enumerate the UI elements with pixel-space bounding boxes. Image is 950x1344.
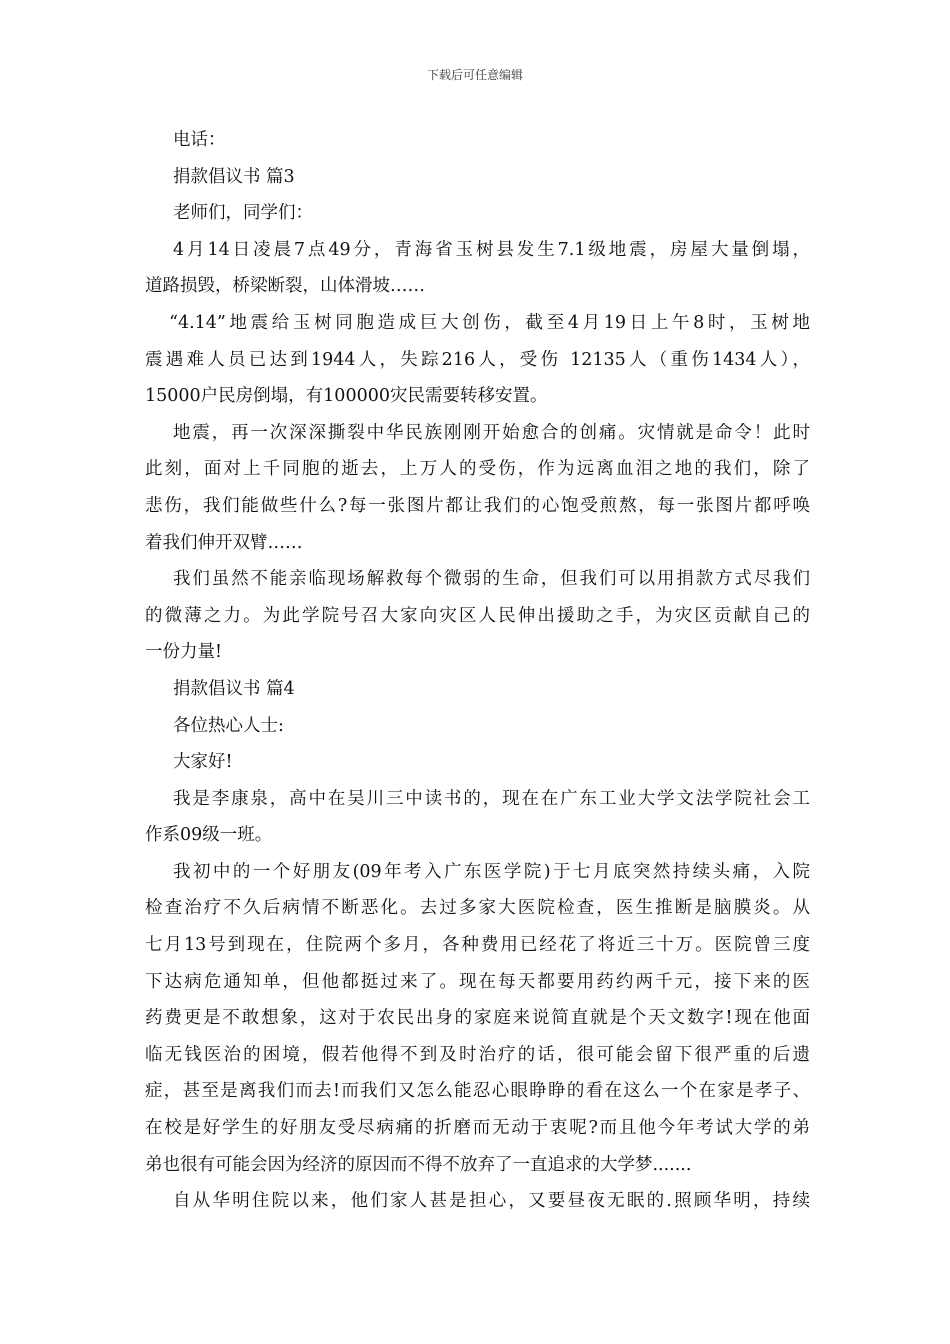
text-line: 捐款倡议书 篇4 bbox=[173, 678, 295, 699]
text-line: “4.14”地震给玉树同胞造成巨大创伤，截至4月19日上午8时，玉树地 bbox=[169, 312, 810, 333]
text-line: 15000户民房倒塌，有100000灾民需要转移安置。 bbox=[145, 386, 548, 407]
text-line: 地震，再一次深深撕裂中华民族刚刚开始愈合的创痛。灾情就是命令！此时 bbox=[173, 422, 810, 443]
text-line: 检查治疗不久后病情不断恶化。去过多家大医院检查，医生推断是脑膜炎。从 bbox=[145, 898, 810, 919]
text-line: 的微薄之力。为此学院号召大家向灾区人民伸出援助之手，为灾区贡献自己的 bbox=[145, 605, 810, 626]
text-line: 各位热心人士: bbox=[173, 715, 284, 736]
text-line: 我们虽然不能亲临现场解救每个微弱的生命，但我们可以用捐款方式尽我们 bbox=[173, 569, 810, 590]
text-line: 下达病危通知单，但他都挺过来了。现在每天都要用药约两千元，接下来的医 bbox=[145, 971, 810, 992]
text-line: 着我们伸开双臂…… bbox=[145, 532, 303, 553]
text-line: 4月14日凌晨7点49分，青海省玉树县发生7.1级地震，房屋大量倒塌， bbox=[173, 239, 810, 260]
text-line: 电话： bbox=[173, 130, 226, 150]
text-line: 弟也很有可能会因为经济的原因而不得不放弃了一直追求的大学梦....... bbox=[145, 1154, 692, 1175]
text-line: 捐款倡议书 篇3 bbox=[173, 166, 295, 187]
document-body bbox=[145, 122, 810, 1220]
text-line: 老师们，同学们： bbox=[173, 203, 313, 224]
text-line: 此刻，面对上千同胞的逝去，上万人的受伤，作为远离血泪之地的我们，除了 bbox=[145, 459, 810, 480]
page-header: 下载后可任意编辑 bbox=[426, 68, 523, 82]
text-line: 药费更是不敢想象，这对于农民出身的家庭来说简直就是个天文数字!现在他面 bbox=[145, 1008, 810, 1029]
text-line: 道路损毁，桥梁断裂，山体滑坡…… bbox=[145, 276, 425, 297]
text-line: 悲伤，我们能做些什么?每一张图片都让我们的心饱受煎熬，每一张图片都呼唤 bbox=[145, 495, 810, 516]
text-line: 在校是好学生的好朋友受尽病痛的折磨而无动于衷呢?而且他今年考试大学的弟 bbox=[145, 1118, 810, 1139]
text-line: 作系09级一班。 bbox=[145, 825, 273, 846]
text-line: 大家好! bbox=[173, 752, 233, 773]
text-line: 临无钱医治的困境，假若他得不到及时治疗的话，很可能会留下很严重的后遗 bbox=[145, 1044, 810, 1065]
text-line: 症，甚至是离我们而去!而我们又怎么能忍心眼睁睁的看在这么一个在家是孝子、 bbox=[145, 1081, 810, 1102]
text-line: 震遇难人员已达到1944人，失踪216人，受伤 12135人（重伤1434人）， bbox=[145, 349, 810, 370]
text-line: 一份力量! bbox=[145, 642, 223, 663]
text-line: 自从华明住院以来，他们家人甚是担心，又要昼夜无眠的.照顾华明，持续 bbox=[173, 1191, 810, 1212]
text-line: 我是李康泉，高中在吴川三中读书的，现在在广东工业大学文法学院社会工 bbox=[173, 788, 810, 809]
text-line: 七月13号到现在，住院两个多月，各种费用已经花了将近三十万。医院曾三度 bbox=[145, 935, 810, 956]
text-line: 我初中的一个好朋友(09年考入广东医学院)于七月底突然持续头痛，入院 bbox=[173, 861, 810, 882]
